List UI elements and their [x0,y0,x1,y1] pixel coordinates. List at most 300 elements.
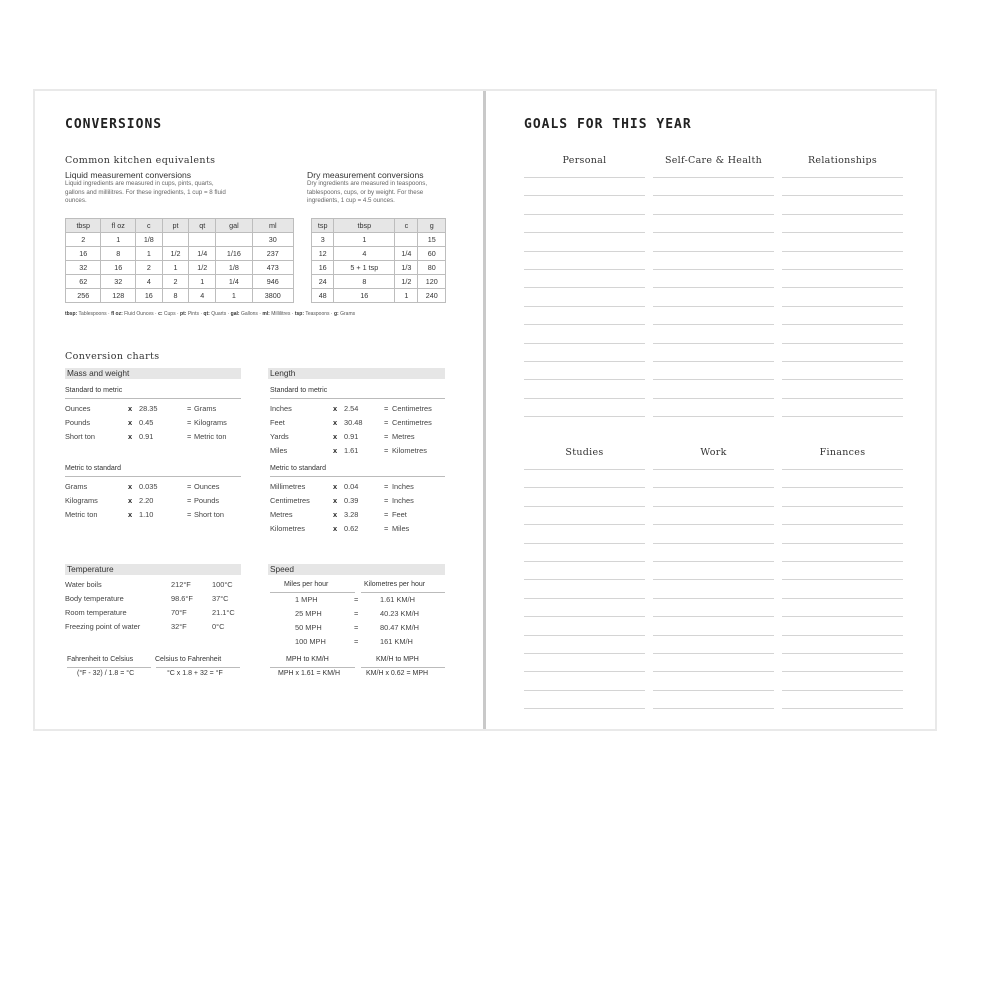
speed-eq: = [354,595,359,604]
goal-write-line[interactable] [782,579,903,580]
goal-write-line[interactable] [653,579,774,580]
liquid-table-row [66,289,294,303]
legend-text: Tablespoons [78,311,107,317]
dry-table-cell: 120 [418,275,446,289]
conversion-eq: = [187,418,192,427]
dry-table-row [312,289,446,303]
divider [361,592,445,593]
goal-write-line[interactable] [782,416,903,417]
goal-write-line[interactable] [653,343,774,344]
dry-table-row [312,275,446,289]
conversion-to: Metres [392,432,415,441]
liquid-note: Liquid ingredients are measured in cups, pints, quarts, gallons and millilitres. For these ingredients, 1 cup = 8 fluid ounces. [65,180,226,204]
legend-abbr: c: [158,311,163,317]
legend-text: Cups [163,311,176,317]
conversion-eq: = [187,482,192,491]
liquid-table-cell: 1/16 [216,247,252,261]
goal-write-line[interactable] [782,616,903,617]
conversion-eq: = [384,432,389,441]
conversion-factor: 0.91 [344,432,359,441]
goal-write-line[interactable] [524,306,645,307]
goal-write-line[interactable] [653,543,774,544]
goal-write-line[interactable] [653,487,774,488]
conversion-from: Metric ton [65,510,98,519]
goal-write-line[interactable] [524,251,645,252]
legend-item: fl oz: Fluid Ounces · [111,311,159,317]
charts-heading: Conversion charts [65,351,160,362]
goal-write-line[interactable] [782,671,903,672]
goal-write-line[interactable] [653,469,774,470]
goal-write-line[interactable] [653,708,774,709]
liquid-table-cell: 2 [66,233,101,247]
goal-write-line[interactable] [524,416,645,417]
dry-table-row [312,233,446,247]
legend-abbr: tbsp: [65,311,78,317]
legend-text: Grams [340,311,356,317]
goal-write-line[interactable] [782,324,903,325]
goal-write-line[interactable] [524,361,645,362]
liquid-table-cell: 3800 [252,289,293,303]
legend-abbr: gal: [230,311,240,317]
goal-write-line[interactable] [524,653,645,654]
liquid-header-cell: ml [252,219,293,233]
dry-table-cell: 1/2 [395,275,418,289]
dry-table-cell: 1/3 [395,261,418,275]
goal-write-line[interactable] [524,324,645,325]
temperature-f: 212°F [171,580,191,589]
legend-text: Millilitres [271,311,291,317]
dry-table-cell: 12 [312,247,334,261]
dry-table-cell: 1 [334,233,395,247]
liquid-table-cell: 16 [66,247,101,261]
speed-eq: = [354,623,359,632]
conversion-eq: = [187,432,192,441]
conversion-factor: 30.48 [344,418,363,427]
goal-write-line[interactable] [524,195,645,196]
liquid-table-cell [162,233,189,247]
divider [65,476,241,477]
conversion-factor: 2.20 [139,496,154,505]
legend-item: tsp: Teaspoons · [294,311,334,317]
conversion-to: Short ton [194,510,224,519]
conversion-x: x [333,524,338,533]
goal-write-line[interactable] [653,324,774,325]
conversion-to: Kilometres [392,446,427,455]
goal-write-line[interactable] [524,269,645,270]
goal-write-line[interactable] [782,598,903,599]
liquid-table-cell [189,233,216,247]
conversion-eq: = [187,510,192,519]
length-metric-label: Metric to standard [270,465,327,472]
conversion-to: Ounces [194,482,220,491]
dry-note: Dry ingredients are measured in teaspoons, tablespoons, cups, or by weight. For these ingredients, 1 cup = 4.5 ounces. [307,180,428,204]
conversion-factor: 2.54 [344,404,359,413]
conversion-from: Pounds [65,418,91,427]
f-to-c-label: Fahrenheit to Celsius [67,656,134,663]
liquid-table-cell: 8 [162,289,189,303]
goal-category-heading: Work [700,447,727,458]
goal-write-line[interactable] [653,671,774,672]
liquid-table-cell: 32 [101,275,135,289]
legend-item: ml: Millilitres · [262,311,295,317]
temperature-label: Water boils [65,580,102,589]
conversion-from: Short ton [65,432,95,441]
goal-write-line[interactable] [524,616,645,617]
goal-write-line[interactable] [653,287,774,288]
conversion-x: x [128,432,133,441]
goal-write-line[interactable] [524,214,645,215]
conversion-factor: 0.62 [344,524,359,533]
goal-write-line[interactable] [653,506,774,507]
goal-write-line[interactable] [653,616,774,617]
dry-table [311,218,446,303]
goal-category-heading: Relationships [807,155,878,166]
conversion-x: x [333,482,338,491]
speed-mph: 50 MPH [295,623,322,632]
conversion-x: x [333,432,338,441]
goal-write-line[interactable] [653,690,774,691]
legend-text: Fluid Ounces [124,311,154,317]
conversion-x: x [128,404,133,413]
liquid-table-cell: 1 [162,261,189,275]
speed-title: Speed [268,564,445,575]
legend-text: Quarts [211,311,227,317]
speed-kmh: 40.23 KM/H [380,609,420,618]
goal-write-line[interactable] [782,251,903,252]
goal-write-line[interactable] [653,251,774,252]
goal-category-heading: Self-Care & Health [664,155,763,166]
liquid-table-cell: 4 [135,275,162,289]
dry-header-cell: tsp [312,219,334,233]
liquid-table-cell: 1/2 [189,261,216,275]
goal-write-line[interactable] [653,232,774,233]
conversion-x: x [333,510,338,519]
conversion-eq: = [187,496,192,505]
conversion-eq: = [384,446,389,455]
liquid-table-cell: 1 [101,233,135,247]
dry-table-cell: 24 [312,275,334,289]
liquid-table-row [66,247,294,261]
goal-write-line[interactable] [782,232,903,233]
speed-kmh: 161 KM/H [380,637,413,646]
goal-write-line[interactable] [653,653,774,654]
goal-write-line[interactable] [524,487,645,488]
liquid-table-row [66,261,294,275]
goal-write-line[interactable] [653,269,774,270]
conversion-eq: = [384,496,389,505]
c-to-f-label: Celsius to Fahrenheit [155,656,222,663]
liquid-header-cell: fl oz [101,219,135,233]
dry-header-cell: g [418,219,446,233]
dry-table-cell: 1 [395,289,418,303]
goal-write-line[interactable] [524,379,645,380]
conversion-from: Inches [270,404,292,413]
conversion-factor: 0.91 [139,432,154,441]
goal-write-line[interactable] [653,306,774,307]
goal-write-line[interactable] [782,561,903,562]
divider [270,476,445,477]
goal-category-heading: Finances [819,447,866,458]
goal-write-line[interactable] [782,708,903,709]
temperature-c: 100°C [212,580,233,589]
goal-write-line[interactable] [653,524,774,525]
legend-item: qt: Quarts · [203,311,231,317]
goal-write-line[interactable] [524,398,645,399]
temperature-c: 37°C [212,594,229,603]
goal-write-line[interactable] [524,524,645,525]
speed-eq: = [354,609,359,618]
conversion-eq: = [187,404,192,413]
liquid-table-cell: 256 [66,289,101,303]
length-title: Length [268,368,445,379]
conversion-to: Miles [392,524,410,533]
liquid-table-cell: 473 [252,261,293,275]
dry-table-cell: 16 [334,289,395,303]
conversion-x: x [128,496,133,505]
goal-write-line[interactable] [524,506,645,507]
goal-write-line[interactable] [782,398,903,399]
dry-table-cell: 15 [418,233,446,247]
speed-mph: 100 MPH [295,637,326,646]
legend-abbr: pt: [180,311,187,317]
temperature-label: Body temperature [65,594,124,603]
conversion-x: x [333,404,338,413]
goal-write-line[interactable] [782,214,903,215]
temperature-c: 21.1°C [212,608,235,617]
liquid-table-cell: 237 [252,247,293,261]
conversion-from: Centimetres [270,496,310,505]
goal-write-line[interactable] [782,306,903,307]
conversion-from: Yards [270,432,289,441]
liquid-table [65,218,294,303]
f-to-c-formula: (°F - 32) / 1.8 = °C [77,670,135,677]
liquid-table-cell: 1 [189,275,216,289]
goal-write-line[interactable] [782,343,903,344]
dry-table-cell: 16 [312,261,334,275]
speed-eq: = [354,637,359,646]
speed-kmh: 1.61 KM/H [380,595,415,604]
dry-header-cell: c [395,219,418,233]
conversion-to: Kilograms [194,418,227,427]
mass-title: Mass and weight [65,368,241,379]
dry-table-cell: 4 [334,247,395,261]
conversion-to: Metric ton [194,432,227,441]
liquid-table-cell: 946 [252,275,293,289]
goal-write-line[interactable] [782,524,903,525]
goal-write-line[interactable] [653,379,774,380]
goal-write-line[interactable] [524,543,645,544]
divider [270,398,445,399]
legend-item: gal: Gallons · [230,311,263,317]
goal-write-line[interactable] [782,361,903,362]
goal-write-line[interactable] [524,671,645,672]
mph-to-kmh-label: MPH to KM/H [286,656,329,663]
conversion-x: x [128,510,133,519]
temperature-label: Freezing point of water [65,622,141,631]
temperature-c: 0°C [212,622,225,631]
goal-write-line[interactable] [782,177,903,178]
conversion-factor: 0.39 [344,496,359,505]
liquid-table-cell: 30 [252,233,293,247]
page-title: CONVERSIONS [65,117,163,132]
conversion-to: Inches [392,482,414,491]
divider [270,592,355,593]
conversion-from: Kilograms [65,496,98,505]
mph-to-kmh-formula: MPH x 1.61 = KM/H [278,670,341,677]
goal-write-line[interactable] [524,579,645,580]
liquid-table-cell: 1 [135,247,162,261]
goal-write-line[interactable] [524,561,645,562]
dry-table-row [312,261,446,275]
divider [361,667,445,668]
conversion-x: x [333,496,338,505]
goal-write-line[interactable] [782,469,903,470]
goal-write-line[interactable] [653,361,774,362]
liquid-header-cell: pt [162,219,189,233]
legend-text: Teaspoons [305,311,330,317]
goal-write-line[interactable] [653,561,774,562]
goal-write-line[interactable] [524,635,645,636]
liquid-table-cell: 16 [101,261,135,275]
legend-abbr: fl oz: [111,311,123,317]
kmh-label: Kilometres per hour [364,581,426,588]
dry-table-cell: 1/4 [395,247,418,261]
liquid-table-cell: 1/4 [216,275,252,289]
conversion-to: Pounds [194,496,220,505]
goal-write-line[interactable] [782,195,903,196]
conversion-x: x [128,418,133,427]
kitchen-heading: Common kitchen equivalents [65,155,216,166]
liquid-table-cell: 2 [162,275,189,289]
conversion-to: Inches [392,496,414,505]
liquid-table-cell [216,233,252,247]
conversion-factor: 0.45 [139,418,154,427]
c-to-f-formula: °C x 1.8 + 32 = °F [167,670,223,677]
divider [67,667,151,668]
goal-write-line[interactable] [524,232,645,233]
goal-write-line[interactable] [524,287,645,288]
conversion-from: Metres [270,510,293,519]
goal-category-heading: Personal [562,155,607,166]
conversion-factor: 1.61 [344,446,359,455]
liquid-table-row [66,275,294,289]
conversion-from: Miles [270,446,288,455]
legend-item: tbsp: Tablespoons · [65,311,112,317]
goal-write-line[interactable] [524,469,645,470]
goal-write-line[interactable] [782,653,903,654]
temperature-label: Room temperature [65,608,127,617]
kmh-to-mph-formula: KM/H x 0.62 = MPH [366,670,429,677]
conversion-to: Grams [194,404,217,413]
goal-write-line[interactable] [653,598,774,599]
dry-table-cell: 240 [418,289,446,303]
conversion-factor: 28.35 [139,404,158,413]
goal-write-line[interactable] [653,214,774,215]
conversion-to: Centimetres [392,418,432,427]
mass-metric-label: Metric to standard [65,465,122,472]
goal-write-line[interactable] [653,195,774,196]
liquid-table-cell: 8 [101,247,135,261]
goal-write-line[interactable] [782,287,903,288]
liquid-header-cell: qt [189,219,216,233]
speed-kmh: 80.47 KM/H [380,623,420,632]
dry-table-cell: 48 [312,289,334,303]
goal-write-line[interactable] [782,635,903,636]
conversion-eq: = [384,510,389,519]
divider [65,398,241,399]
conversion-to: Centimetres [392,404,432,413]
speed-mph: 1 MPH [295,595,318,604]
liquid-table-cell: 4 [189,289,216,303]
goal-write-line[interactable] [653,635,774,636]
mass-std-label: Standard to metric [65,387,123,394]
liquid-header-cell: c [135,219,162,233]
liquid-table-cell: 1/8 [216,261,252,275]
goal-write-line[interactable] [524,708,645,709]
temperature-title: Temperature [65,564,241,575]
legend-item [334,311,355,317]
conversion-eq: = [384,482,389,491]
goal-write-line[interactable] [782,543,903,544]
liquid-table-cell: 16 [135,289,162,303]
liquid-table-cell: 62 [66,275,101,289]
liquid-table-cell: 128 [101,289,135,303]
mph-label: Miles per hour [284,581,329,588]
goal-write-line[interactable] [653,416,774,417]
conversion-from: Feet [270,418,285,427]
goal-write-line[interactable] [524,343,645,344]
liquid-title: Liquid measurement conversions [65,170,192,180]
legend-item: pt: Pints · [180,311,204,317]
liquid-table-cell: 1/8 [135,233,162,247]
goal-write-line[interactable] [524,177,645,178]
liquid-table-cell: 1/4 [189,247,216,261]
temperature-f: 70°F [171,608,187,617]
conversion-factor: 0.04 [344,482,359,491]
goal-write-line[interactable] [782,379,903,380]
legend-item: c: Cups · [158,311,181,317]
conversion-to: Feet [392,510,407,519]
dry-table-cell: 8 [334,275,395,289]
goal-write-line[interactable] [524,598,645,599]
divider [270,667,355,668]
conversion-from: Millimetres [270,482,306,491]
goal-write-line[interactable] [653,398,774,399]
liquid-header-cell: tbsp [66,219,101,233]
conversion-factor: 0.035 [139,482,158,491]
goal-write-line[interactable] [524,690,645,691]
conversion-from: Kilometres [270,524,305,533]
abbreviation-legend [65,311,355,317]
legend-abbr: qt: [203,311,210,317]
goal-write-line[interactable] [782,690,903,691]
goal-write-line[interactable] [782,269,903,270]
legend-text: Pints [187,311,199,317]
goal-write-line[interactable] [782,487,903,488]
length-std-label: Standard to metric [270,387,328,394]
goal-write-line[interactable] [782,506,903,507]
dry-table-cell: 5 + 1 tsp [334,261,395,275]
dry-header-cell: tbsp [334,219,395,233]
liquid-table-cell: 1/2 [162,247,189,261]
dry-table-cell: 60 [418,247,446,261]
dry-table-row [312,247,446,261]
legend-abbr: ml: [262,311,270,317]
liquid-table-cell: 1 [216,289,252,303]
liquid-table-cell: 32 [66,261,101,275]
conversion-x: x [333,446,338,455]
goal-write-line[interactable] [653,177,774,178]
